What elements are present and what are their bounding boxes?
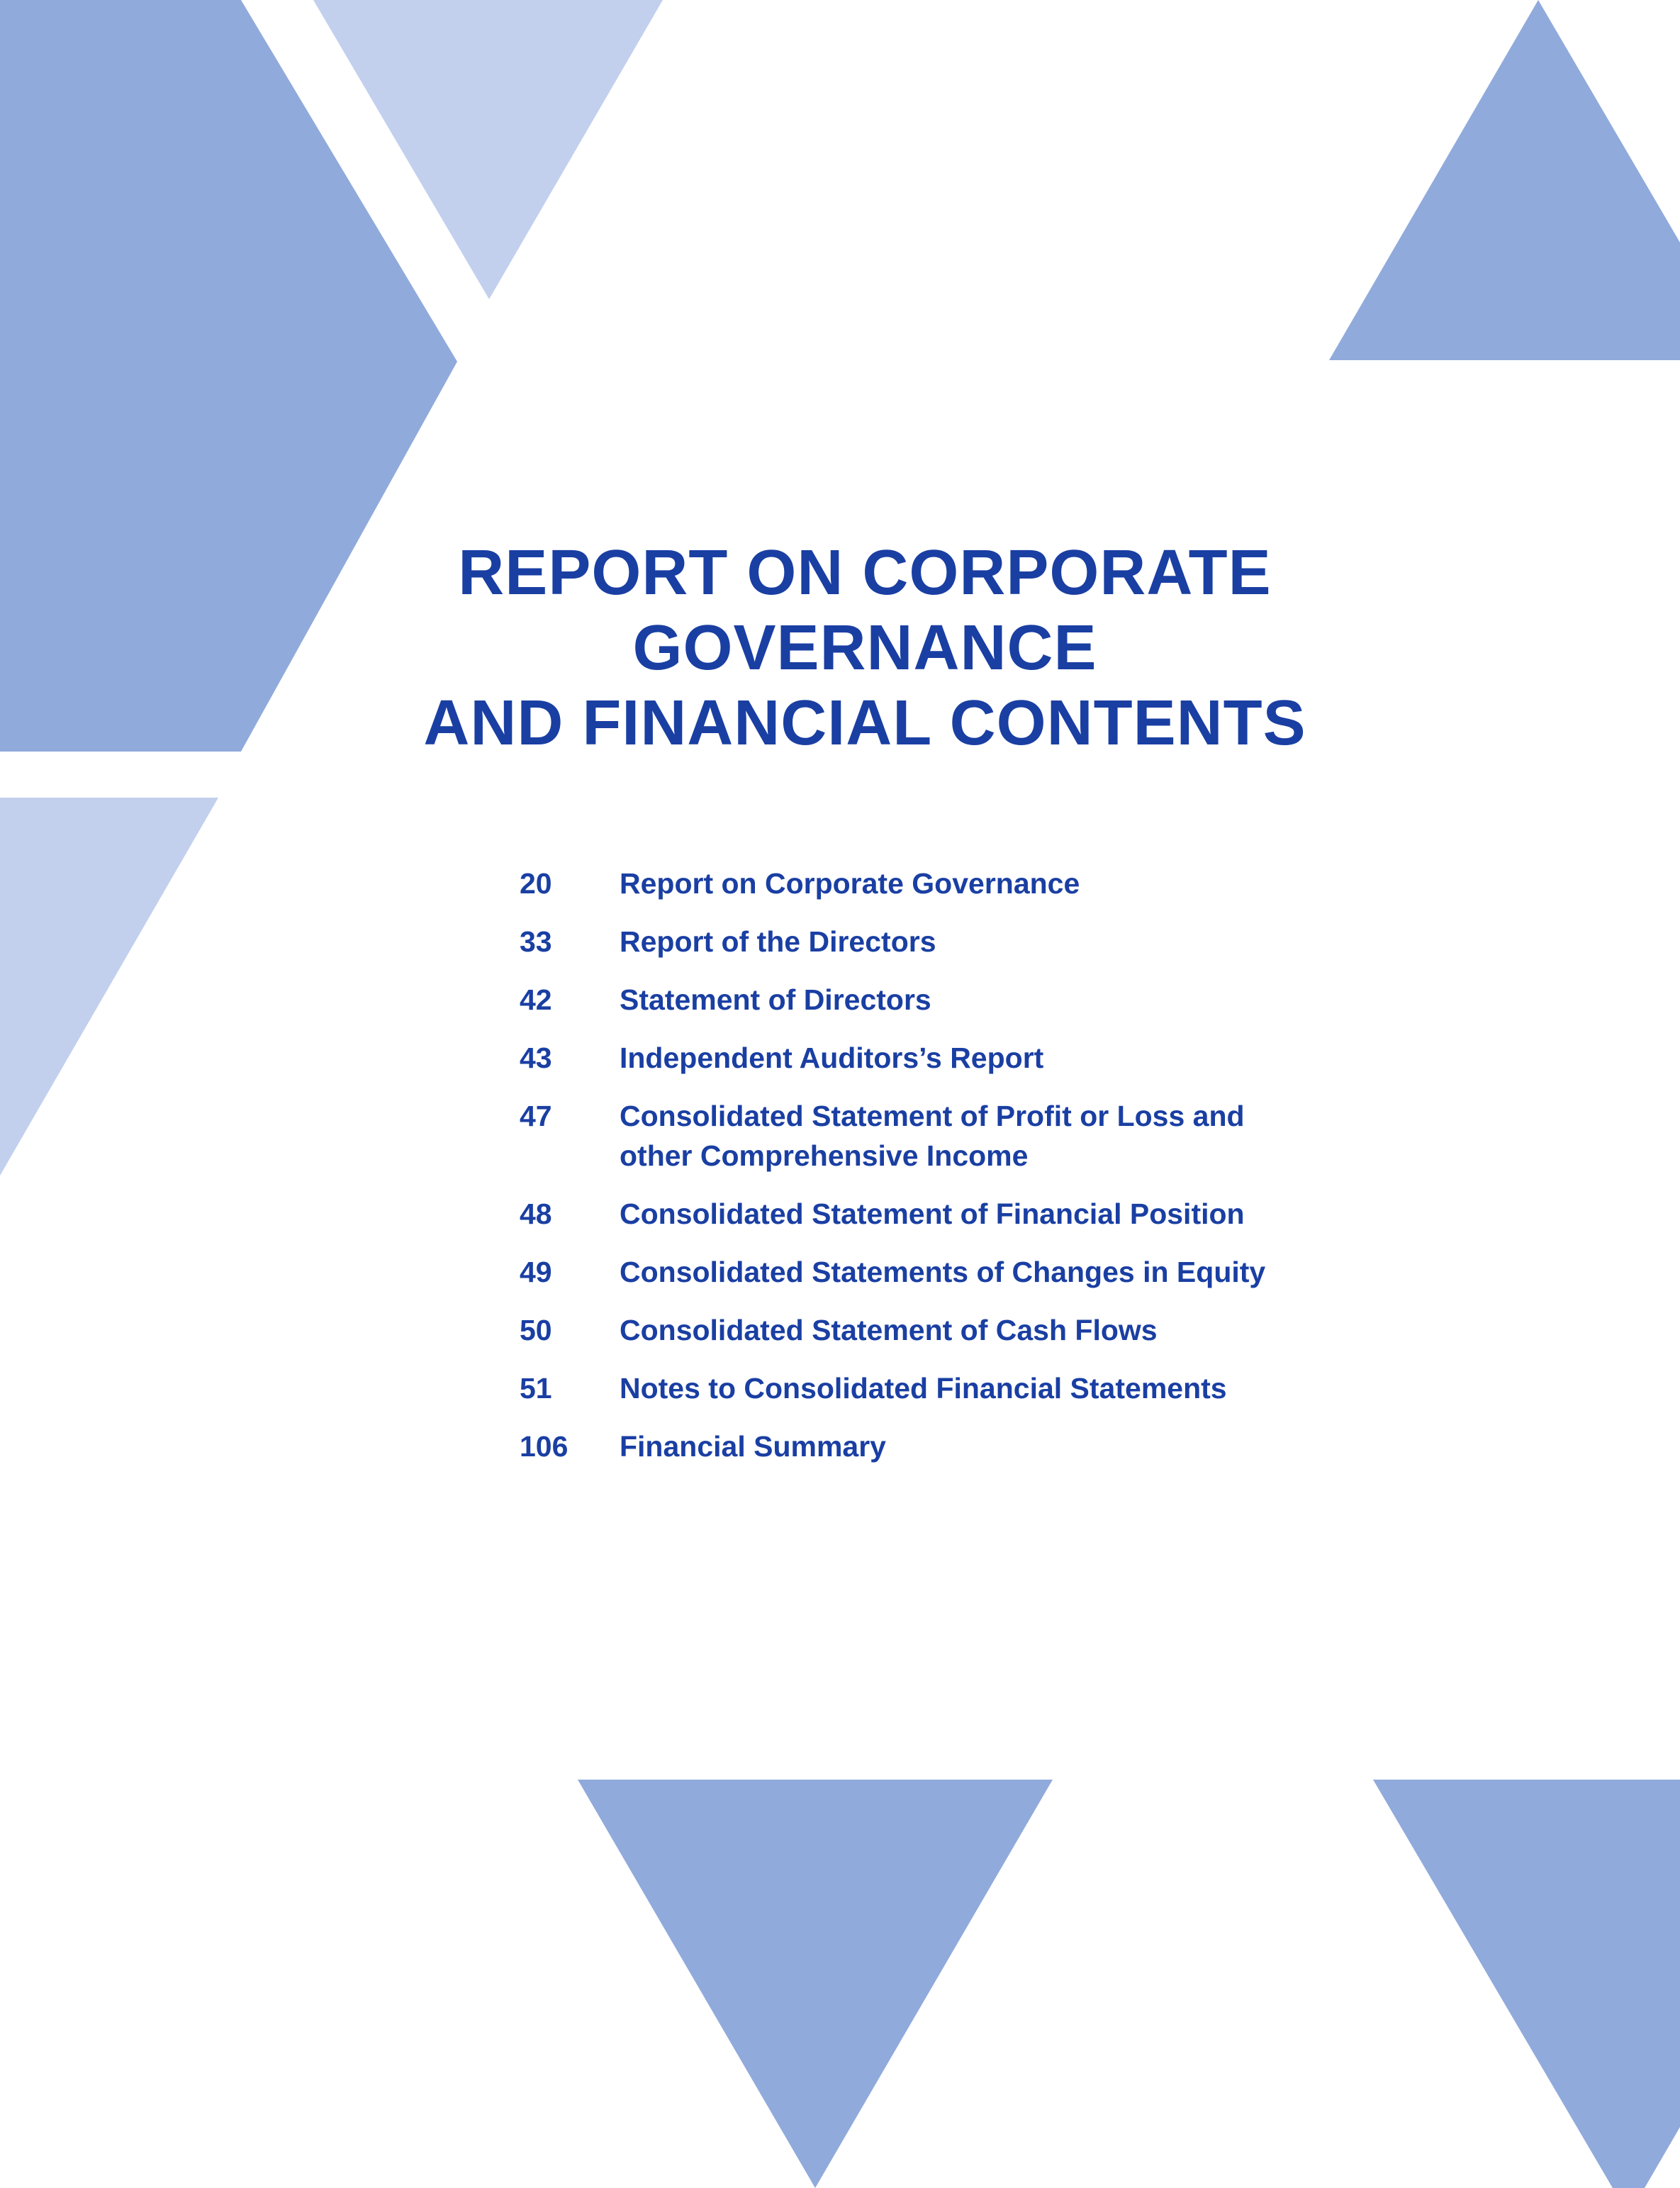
title-line-2: GOVERNANCE	[632, 613, 1097, 683]
toc-page-number: 42	[520, 983, 552, 1016]
toc-page-number: 33	[520, 925, 552, 958]
table-of-contents	[520, 864, 1370, 1485]
toc-page-number: 20	[520, 867, 552, 900]
left-light-triangle-shape	[0, 798, 218, 1176]
toc-entry-report-of-the-directors[interactable]	[520, 922, 1370, 961]
toc-page-number: 106	[520, 1430, 569, 1463]
toc-page-number: 50	[520, 1314, 552, 1346]
toc-entry-independent-auditors-report[interactable]	[520, 1038, 1370, 1078]
toc-title-line: Consolidated Statement of Profit or Loss and	[620, 1100, 1245, 1132]
page-title	[0, 535, 1680, 761]
toc-title	[620, 980, 1370, 1020]
toc-title	[620, 1252, 1370, 1292]
toc-title	[620, 1368, 1370, 1408]
toc-entry-notes[interactable]	[520, 1368, 1370, 1408]
toc-entry-profit-or-loss[interactable]	[520, 1096, 1370, 1176]
toc-title-line: Report on Corporate Governance	[620, 867, 1080, 900]
toc-entry-cash-flows[interactable]	[520, 1310, 1370, 1350]
toc-title-line: Statement of Directors	[620, 983, 931, 1016]
title-line-1: REPORT ON CORPORATE	[458, 537, 1272, 608]
bottom-right-triangle-shape	[1373, 1780, 1680, 2188]
toc-entry-report-on-corporate-governance[interactable]	[520, 864, 1370, 903]
toc-title-line: Report of the Directors	[620, 925, 936, 958]
toc-entry-changes-in-equity[interactable]	[520, 1252, 1370, 1292]
bottom-center-triangle-shape	[578, 1780, 1053, 2188]
toc-title	[620, 1310, 1370, 1350]
toc-title-line: Consolidated Statement of Financial Position	[620, 1198, 1245, 1230]
toc-title-line: Independent Auditors’s Report	[620, 1042, 1044, 1074]
title-line-3: AND FINANCIAL CONTENTS	[423, 688, 1306, 759]
toc-entry-statement-of-directors[interactable]	[520, 980, 1370, 1020]
toc-page-number: 51	[520, 1372, 552, 1405]
toc-title	[620, 1038, 1370, 1078]
toc-title	[620, 864, 1370, 903]
toc-page-number: 48	[520, 1198, 552, 1230]
toc-title-line: Financial Summary	[620, 1430, 886, 1463]
toc-entry-financial-summary[interactable]	[520, 1427, 1370, 1466]
toc-entry-financial-position[interactable]	[520, 1194, 1370, 1234]
toc-title	[620, 1096, 1370, 1176]
toc-page-number: 47	[520, 1100, 552, 1132]
toc-title-line: other Comprehensive Income	[620, 1139, 1029, 1172]
toc-title-line: Consolidated Statement of Cash Flows	[620, 1314, 1158, 1346]
toc-title	[620, 922, 1370, 961]
toc-title	[620, 1427, 1370, 1466]
toc-page-number: 49	[520, 1256, 552, 1288]
toc-title-line: Notes to Consolidated Financial Statements	[620, 1372, 1227, 1405]
top-right-triangle-shape	[1329, 0, 1680, 360]
toc-title-line: Consolidated Statements of Changes in Equity	[620, 1256, 1266, 1288]
toc-page-number: 43	[520, 1042, 552, 1074]
toc-title	[620, 1194, 1370, 1234]
